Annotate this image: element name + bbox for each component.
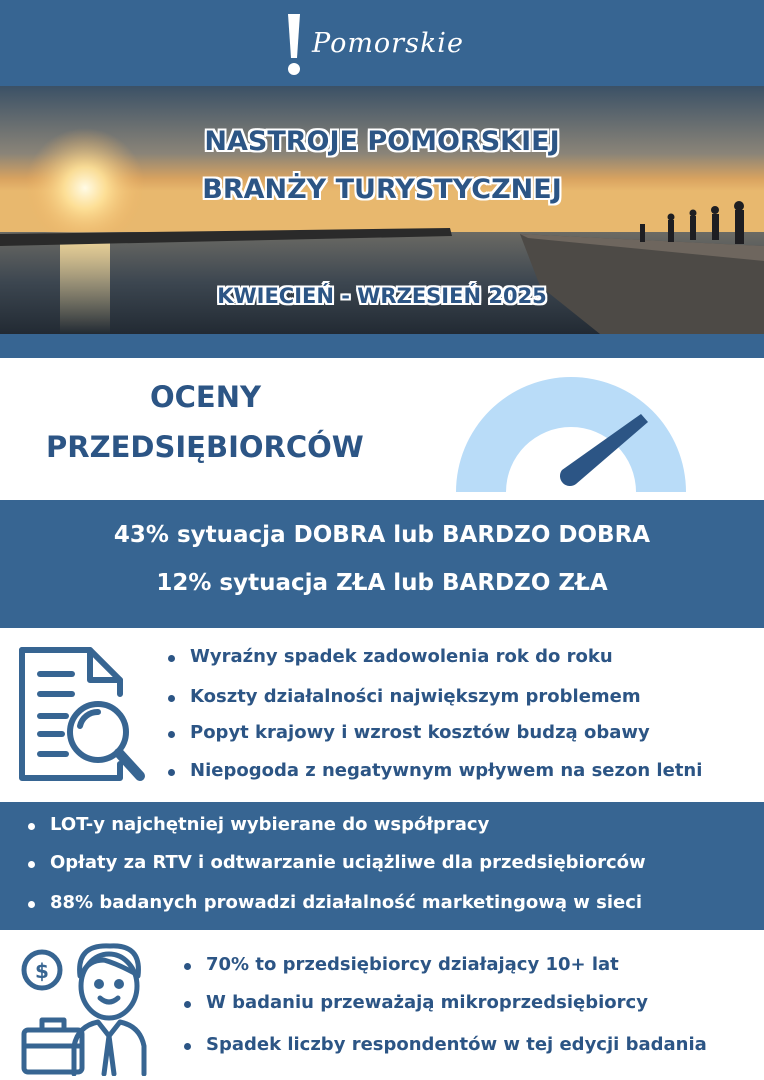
divider-strip bbox=[0, 334, 764, 358]
respondent-profile-section bbox=[0, 930, 764, 1080]
list-item: W badaniu przeważają mikroprzedsiębiorcy bbox=[206, 992, 648, 1013]
hero-title-line-1: NASTROJE POMORSKIEJ bbox=[204, 126, 560, 157]
list-item: Wyraźny spadek zadowolenia rok do roku bbox=[190, 646, 613, 667]
list-item: 88% badanych prowadzi działalność marketingową w sieci bbox=[50, 892, 643, 913]
ratings-title-line-2: PRZEDSIĘBIORCÓW bbox=[46, 430, 364, 464]
list-item: Opłaty za RTV i odtwarzanie uciążliwe dla przedsiębiorców bbox=[50, 852, 646, 873]
findings-section bbox=[0, 628, 764, 802]
ratings-title-line-1: OCENY bbox=[150, 380, 262, 414]
hero-title-line-2: BRANŻY TURYSTYCZNEJ bbox=[202, 174, 562, 205]
header-bar bbox=[0, 0, 764, 86]
document-magnifier-icon bbox=[16, 644, 148, 786]
summary-good-rating: 43% sytuacja DOBRA lub BARDZO DOBRA bbox=[113, 522, 651, 548]
svg-text:$: $ bbox=[35, 959, 49, 983]
hero-date-range: KWIECIEŃ - WRZESIEŃ 2025 bbox=[217, 284, 547, 308]
list-item: Koszty działalności największym problemem bbox=[190, 686, 641, 707]
summary-band bbox=[0, 500, 764, 628]
summary-bad-rating: 12% sytuacja ZŁA lub BARDZO ZŁA bbox=[156, 570, 608, 596]
businessman-icon bbox=[18, 936, 168, 1076]
marketing-band bbox=[0, 802, 764, 930]
list-item: LOT-y najchętniej wybierane do współpracy bbox=[50, 814, 490, 835]
gauge-icon bbox=[446, 366, 696, 496]
logo-wordmark: Pomorskie bbox=[312, 28, 464, 59]
list-item: Niepogoda z negatywnym wpływem na sezon letni bbox=[190, 760, 703, 781]
exclamation-mark-logo-icon bbox=[280, 12, 310, 78]
list-item: Popyt krajowy i wzrost kosztów budzą obawy bbox=[190, 722, 650, 743]
hero-photo-banner bbox=[0, 86, 764, 334]
list-item: Spadek liczby respondentów w tej edycji badania bbox=[206, 1034, 707, 1055]
list-item: 70% to przedsiębiorcy działający 10+ lat bbox=[206, 954, 619, 975]
ratings-section bbox=[0, 358, 764, 500]
